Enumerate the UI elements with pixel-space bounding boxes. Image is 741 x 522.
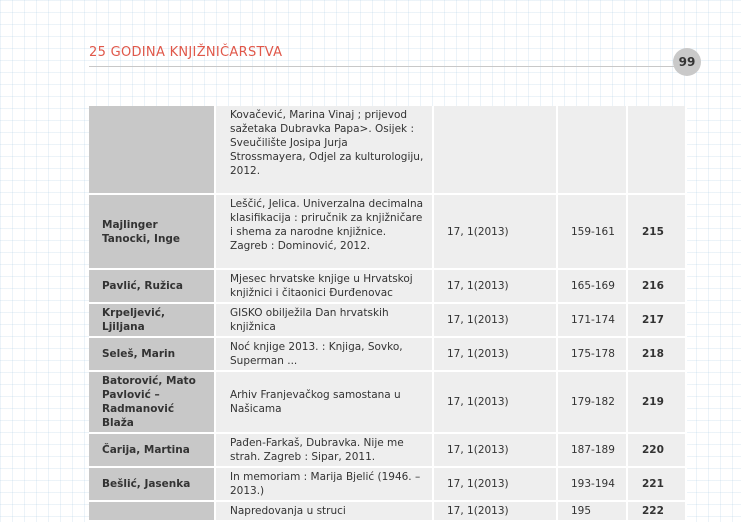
entry-number-cell: 221 [627,467,686,501]
title-cell: Leščić, Jelica. Univerzalna decimalna klasifikacija : priručnik za knjižničare i shema za narodne knjižnice. Zagreb : Dominović, 2012. [215,194,433,269]
author-cell: Seleš, Marin [89,337,215,371]
author-cell: Batorović, Mato Pavlović – Radmanović Blaža [89,371,215,433]
author-cell: Majlinger Tanocki, Inge [89,194,215,269]
entry-number-cell: 218 [627,337,686,371]
pages-cell: 165-169 [557,269,627,303]
pages-cell: 195 [557,501,627,521]
table-row [89,433,686,467]
source-cell: 17, 1(2013) [433,337,557,371]
source-cell: 17, 1(2013) [433,371,557,433]
pages-cell: 179-182 [557,371,627,433]
entry-number-cell [627,106,686,194]
author-cell [89,106,215,194]
author-cell: Pavlić, Ružica [89,269,215,303]
title-cell: GISKO obilježila Dan hrvatskih knjižnica [215,303,433,337]
entry-number-cell: 220 [627,433,686,467]
pages-cell: 193-194 [557,467,627,501]
source-cell [433,106,557,194]
table-row [89,269,686,303]
title-cell: Pađen-Farkaš, Dubravka. Nije me strah. Zagreb : Sipar, 2011. [215,433,433,467]
pages-cell: 175-178 [557,337,627,371]
title-cell: Noć knjige 2013. : Knjiga, Sovko, Superman ... [215,337,433,371]
table-row [89,303,686,337]
title-cell: In memoriam : Marija Bjelić (1946. – 2013.) [215,467,433,501]
table-row [89,337,686,371]
title-cell: Kovačević, Marina Vinaj ; prijevod sažetaka Dubravka Papa>. Osijek : Sveučilište Josipa Jurja Strossmayera, Odjel za kulturologiju, 2012. [215,106,433,194]
source-cell: 17, 1(2013) [433,194,557,269]
pages-cell [557,106,627,194]
author-cell: Krpeljević, Ljiljana [89,303,215,337]
table-row [89,194,686,269]
pages-cell: 187-189 [557,433,627,467]
title-cell: Napredovanja u struci [215,501,433,521]
title-cell: Mjesec hrvatske knjige u Hrvatskoj knjižnici i čitaonici Đurđenovac [215,269,433,303]
author-cell [89,501,215,521]
table-row [89,106,686,194]
running-header-title: 25 GODINA KNJIŽNIČARSTVA [89,45,283,60]
source-cell: 17, 1(2013) [433,269,557,303]
entry-number-cell: 222 [627,501,686,521]
source-cell: 17, 1(2013) [433,501,557,521]
entry-number-cell: 215 [627,194,686,269]
table-row [89,501,686,521]
entry-number-cell: 216 [627,269,686,303]
author-cell: Čarija, Martina [89,433,215,467]
header-divider [89,66,686,67]
entry-number-cell: 219 [627,371,686,433]
table-row [89,467,686,501]
pages-cell: 171-174 [557,303,627,337]
bibliography-table [89,106,687,522]
title-cell: Arhiv Franjevačkog samostana u Našicama [215,371,433,433]
source-cell: 17, 1(2013) [433,467,557,501]
table-row [89,371,686,433]
pages-cell: 159-161 [557,194,627,269]
author-cell: Bešlić, Jasenka [89,467,215,501]
source-cell: 17, 1(2013) [433,433,557,467]
entry-number-cell: 217 [627,303,686,337]
page-number-badge: 99 [673,48,701,76]
source-cell: 17, 1(2013) [433,303,557,337]
